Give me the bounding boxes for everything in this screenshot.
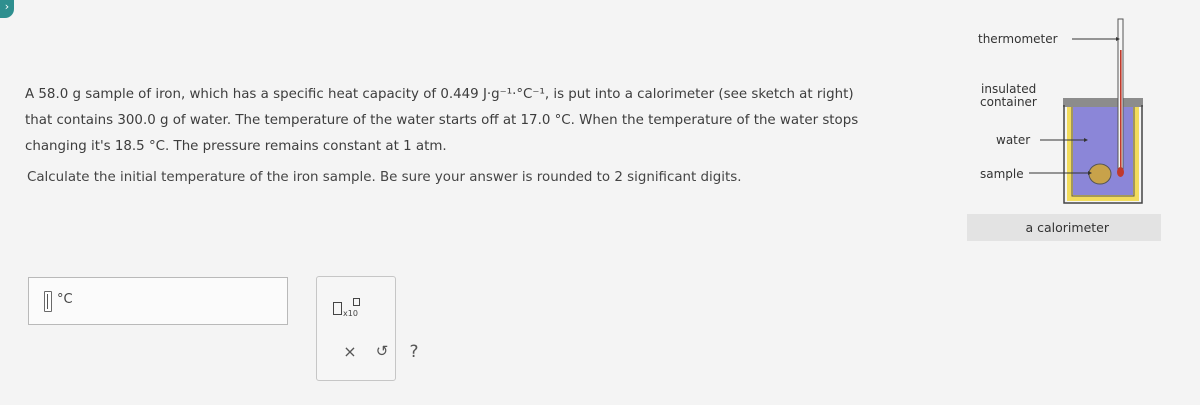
answer-input[interactable]: [44, 291, 52, 312]
undo-icon[interactable]: ↺: [375, 342, 389, 360]
thermometer-bulb: [1117, 167, 1124, 177]
iron-sample: [1089, 164, 1111, 184]
tool-panel: [316, 276, 419, 381]
base-box-icon: [333, 302, 342, 315]
container-label: container: [980, 95, 1037, 109]
sketch-caption: a calorimeter: [967, 214, 1161, 241]
thermometer-liquid: [1120, 50, 1122, 170]
problem-text: [25, 82, 960, 160]
container-lid: [1063, 98, 1143, 107]
problem-line-1: A 58.0 g sample of iron, which has a specific heat capacity of 0.449 J·g⁻¹·°C⁻¹, is put into a calorimeter (see sketch at right): [25, 87, 854, 102]
water-label: water: [996, 133, 1031, 147]
problem-line-3: changing it's 18.5 °C. The pressure remains constant at 1 atm.: [25, 139, 447, 154]
clear-icon[interactable]: ×: [343, 342, 357, 361]
nav-tab[interactable]: ›: [0, 0, 14, 18]
answer-unit: °C: [57, 292, 73, 307]
insulated-label: insulated: [981, 82, 1037, 96]
problem-line-2: that contains 300.0 g of water. The temperature of the water starts off at 17.0 °C. When the temperature of the water stops: [25, 113, 859, 128]
exponent-box-icon: [353, 298, 360, 306]
question-instruction: Calculate the initial temperature of the iron sample. Be sure your answer is rounded to 2 significant digits.: [27, 170, 742, 185]
x10-label: x10: [343, 309, 358, 318]
sample-label: sample: [980, 167, 1024, 181]
answer-box: [28, 277, 288, 325]
help-icon[interactable]: ?: [409, 342, 419, 362]
scientific-notation-button[interactable]: [333, 297, 367, 321]
thermometer-label: thermometer: [978, 32, 1058, 46]
